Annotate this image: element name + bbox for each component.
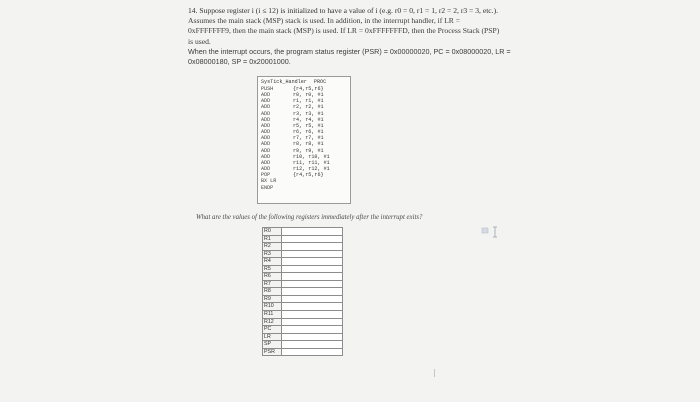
code-opcode: ADD — [261, 141, 271, 148]
register-value-input[interactable] — [282, 228, 343, 236]
assembly-code-box — [257, 76, 351, 204]
handler-label: SysTick_Handler — [261, 79, 307, 85]
register-answer-table — [262, 227, 343, 356]
register-name: R7 — [263, 280, 282, 288]
register-row — [263, 348, 343, 356]
register-row — [263, 311, 343, 319]
register-row — [263, 273, 343, 281]
register-row — [263, 333, 343, 341]
register-value-input[interactable] — [282, 265, 343, 273]
code-opcode: ADD — [261, 153, 271, 160]
register-value-input[interactable] — [282, 273, 343, 281]
question-line-3: 0xFFFFFFF9, then the main stack (MSP) is used. If LR = 0xFFFFFFFD, then the Process Stack (PSP) — [188, 26, 500, 36]
code-operands: {r4,r5,r6} — [293, 86, 324, 92]
register-name: R12 — [263, 318, 282, 326]
registers-question: What are the values of the following registers immediately after the interrupt exits? — [196, 214, 423, 221]
register-value-input[interactable] — [282, 288, 343, 296]
register-row — [263, 265, 343, 273]
register-value-input[interactable] — [282, 258, 343, 266]
code-opcode: ADD — [261, 116, 271, 123]
register-value-input[interactable] — [282, 341, 343, 349]
proc-directive: PROC — [313, 79, 327, 85]
register-row — [263, 295, 343, 303]
code-opcode: POP — [261, 172, 271, 179]
code-operands: r4, r4, #1 — [293, 116, 324, 123]
register-row — [263, 228, 343, 236]
text-cursor-icon — [481, 226, 503, 238]
register-name: R8 — [263, 288, 282, 296]
question-line-1: 14. Suppose register i (i ≤ 12) is initialized to have a value of i (e.g. r0 = 0, r1 = 1, r2 = 2, r3 = 3, etc.). — [188, 6, 498, 15]
code-lines — [261, 86, 348, 191]
register-name: R6 — [263, 273, 282, 281]
register-name: SP — [263, 341, 282, 349]
code-opcode: ADD — [261, 98, 271, 105]
register-name: R10 — [263, 303, 282, 311]
register-value-input[interactable] — [282, 333, 343, 341]
register-name: PSR — [263, 348, 282, 356]
code-operands: r7, r7, #1 — [293, 135, 324, 142]
register-name: R0 — [263, 228, 282, 236]
register-value-input[interactable] — [282, 348, 343, 356]
question-text — [188, 6, 528, 67]
code-operands: r12, r12, #1 — [293, 166, 330, 173]
code-opcode: ADD — [261, 122, 271, 129]
code-opcode: ADD — [261, 92, 271, 99]
question-line-5: When the interrupt occurs, the program status register (PSR) = 0x00000020, PC = 0x08000020, LR = — [188, 46, 511, 56]
code-operands: r0, r0, #1 — [293, 92, 324, 99]
code-opcode: ADD — [261, 135, 271, 142]
code-opcode: ADD — [261, 147, 271, 154]
code-operands: {r4,r5,r6} — [293, 172, 324, 179]
code-operands: r9, r9, #1 — [293, 147, 324, 154]
register-name: R4 — [263, 258, 282, 266]
question-line-4: is used. — [188, 36, 211, 46]
register-value-input[interactable] — [282, 280, 343, 288]
question-line-6: 0x08000180, SP = 0x20001000. — [188, 56, 291, 66]
code-line — [261, 185, 348, 191]
register-name: R5 — [263, 265, 282, 273]
code-operands: r5, r5, #1 — [293, 122, 324, 129]
code-operands: r8, r8, #1 — [293, 141, 324, 148]
register-row — [263, 258, 343, 266]
code-opcode: ADD — [261, 159, 271, 166]
register-name: PC — [263, 326, 282, 334]
register-row — [263, 250, 343, 258]
code-operands: r11, r11, #1 — [293, 159, 330, 166]
code-opcode: PUSH — [261, 86, 274, 92]
register-name: R3 — [263, 250, 282, 258]
register-row — [263, 235, 343, 243]
register-name: R2 — [263, 243, 282, 251]
register-row — [263, 243, 343, 251]
question-line-2: Assumes the main stack (MSP) stack is used. In addition, in the interrupt handler, if LR = — [188, 16, 461, 26]
register-row — [263, 303, 343, 311]
register-row — [263, 280, 343, 288]
code-opcode: BX LR — [261, 178, 277, 185]
code-opcode: ADD — [261, 129, 271, 136]
register-value-input[interactable] — [282, 295, 343, 303]
code-opcode: ENDP — [261, 184, 274, 191]
register-row — [263, 288, 343, 296]
register-row — [263, 318, 343, 326]
register-name: R1 — [263, 235, 282, 243]
register-value-input[interactable] — [282, 318, 343, 326]
code-operands: r2, r2, #1 — [293, 104, 324, 111]
register-name: R11 — [263, 311, 282, 319]
register-name: R9 — [263, 295, 282, 303]
register-value-input[interactable] — [282, 303, 343, 311]
code-operands: r3, r3, #1 — [293, 110, 324, 117]
code-header — [261, 79, 330, 85]
code-operands: r6, r6, #1 — [293, 129, 324, 136]
register-value-input[interactable] — [282, 326, 343, 334]
code-opcode: ADD — [261, 104, 271, 111]
code-opcode: ADD — [261, 166, 271, 173]
code-opcode: ADD — [261, 110, 271, 117]
register-value-input[interactable] — [282, 243, 343, 251]
register-row — [263, 326, 343, 334]
register-row — [263, 341, 343, 349]
register-name: LR — [263, 333, 282, 341]
register-value-input[interactable] — [282, 250, 343, 258]
register-value-input[interactable] — [282, 311, 343, 319]
register-value-input[interactable] — [282, 235, 343, 243]
code-operands: r1, r1, #1 — [293, 98, 324, 105]
margin-tick — [434, 369, 435, 377]
code-operands: r10, r10, #1 — [293, 153, 330, 160]
